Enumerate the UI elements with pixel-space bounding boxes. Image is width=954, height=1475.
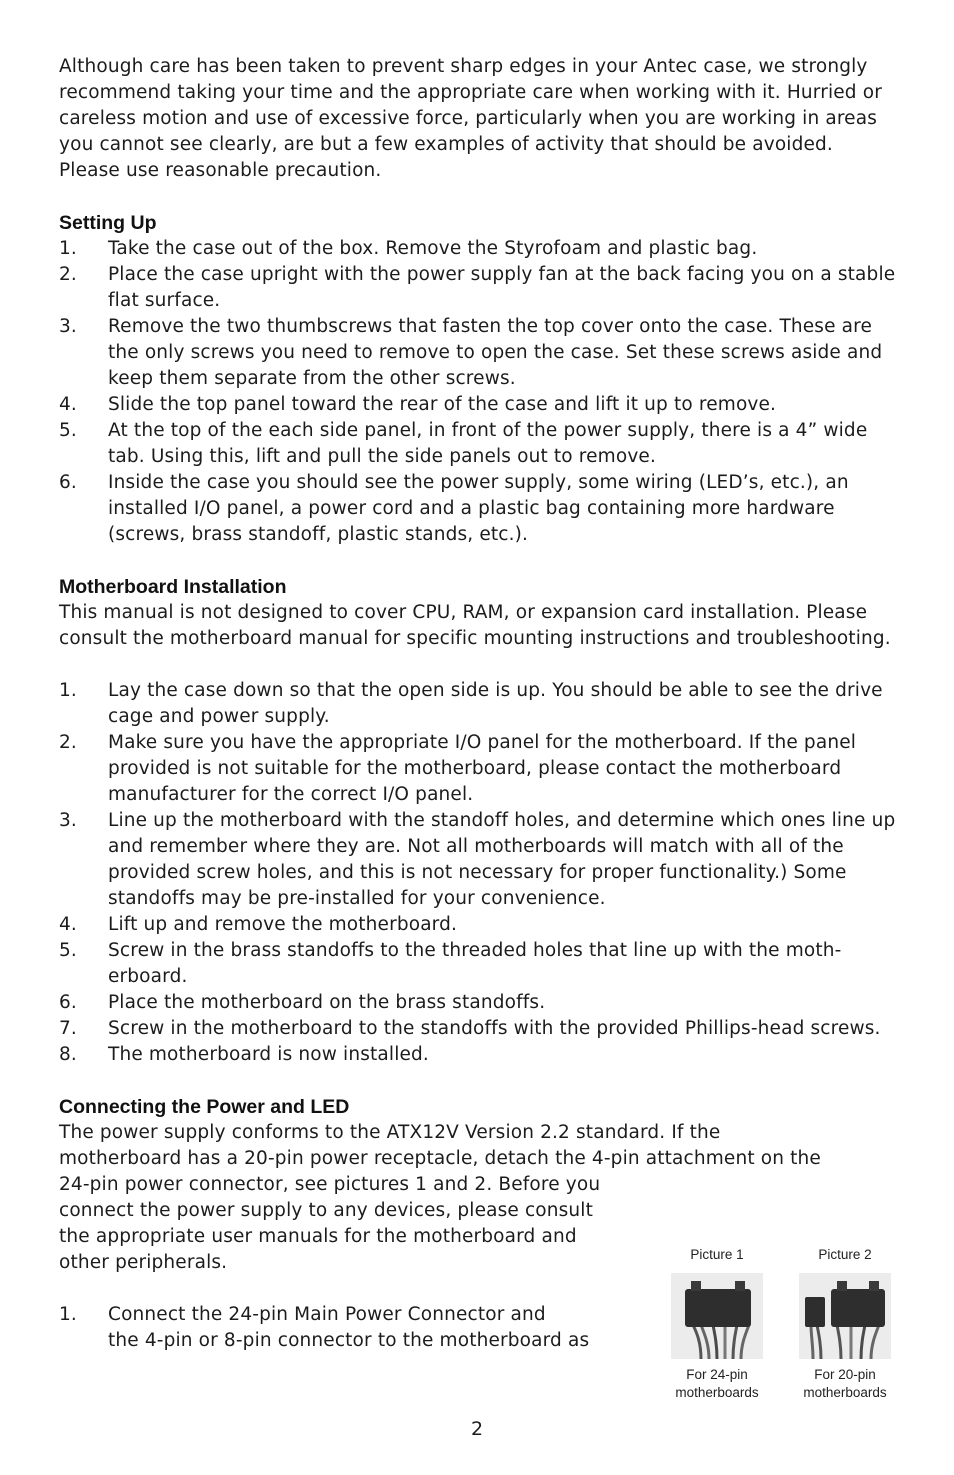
motherboard-installation-heading: Motherboard Installation <box>59 576 287 598</box>
list-item: 5. Screw in the brass standoffs to the threaded holes that line up with the moth-erboard. <box>59 940 842 987</box>
setting-up-list <box>59 236 899 548</box>
power-paragraph: The power supply conforms to the ATX12V Version 2.2 standard. If the motherboard has a 20-pin power receptacle, detach the 4-pin attachment on the 24-pin power connector, see pictures 1 and 2. Before you connect the power supply to any devices, please consult the appropriate user manuals for the motherboard and other peripherals. <box>59 1122 821 1273</box>
connecting-power-heading: Connecting the Power and LED <box>59 1096 350 1118</box>
connector-pictures <box>665 1245 900 1405</box>
motherboard-intro-paragraph: This manual is not designed to cover CPU, RAM, or expansion card installation. Please consult the motherboard manual for specific mounting instructions and troubleshooting. <box>59 602 891 649</box>
picture-1 <box>665 1245 769 1402</box>
connector-20pin-photo <box>799 1273 891 1359</box>
intro-paragraph: Although care has been taken to prevent sharp edges in your Antec case, we strongly recommend taking your time and the appropriate care when working with it. Hurried or careless motion and use of excessive force, particularly when you are working in areas you cannot see clearly, are but a few examples of activity that should be avoided. Please use reasonable precaution. <box>59 56 882 181</box>
picture-caption: For 24-pin motherboards <box>675 1367 759 1400</box>
setting-up-heading: Setting Up <box>59 212 157 234</box>
list-item: 4. Slide the top panel toward the rear of the case and lift it up to remove. <box>59 394 777 415</box>
list-item: 8. The motherboard is now installed. <box>59 1044 429 1065</box>
list-item: 7. Screw in the motherboard to the standoffs with the provided Phillips-head screws. <box>59 1018 881 1039</box>
list-item: 5. At the top of the each side panel, in front of the power supply, there is a 4” wide tab. Using this, lift and pull the side panels out to remove. <box>59 420 868 467</box>
list-item: 4. Lift up and remove the motherboard. <box>59 914 458 935</box>
list-item: 2. Make sure you have the appropriate I/O panel for the motherboard. If the panel provided is not suitable for the motherboard, please contact the motherboard manufacturer for the correct I/O panel. <box>59 732 857 805</box>
picture-caption: For 20-pin motherboards <box>803 1367 887 1400</box>
list-item: 6. Inside the case you should see the power supply, some wiring (LED’s, etc.), an installed I/O panel, a power cord and a plastic bag containing more hardware (screws, brass standoff, plastic stands, etc.). <box>59 472 849 545</box>
list-item: 1. Connect the 24-pin Main Power Connector and the 4-pin or 8-pin connector to the motherboard as <box>59 1304 590 1351</box>
picture-label: Picture 1 <box>690 1247 744 1262</box>
list-item: 1. Lay the case down so that the open side is up. You should be able to see the drive cage and power supply. <box>59 680 883 727</box>
list-item: 2. Place the case upright with the power supply fan at the back facing you on a stable flat surface. <box>59 264 896 311</box>
list-item: 3. Remove the two thumbscrews that fasten the top cover onto the case. These are the only screws you need to remove to open the case. Set these screws aside and keep them separate from the other screws. <box>59 316 883 389</box>
motherboard-list <box>59 678 899 1068</box>
picture-2 <box>793 1245 897 1402</box>
page-number: 2 <box>470 1418 484 1440</box>
list-item: 1. Take the case out of the box. Remove the Styrofoam and plastic bag. <box>59 238 758 259</box>
list-item: 3. Line up the motherboard with the standoff holes, and determine which ones line up and remember where they are. Not all motherboards will match with all of the provided screw holes, and this is not necessary for proper functionality.) Some standoffs may be pre-installed for your convenience. <box>59 810 896 909</box>
list-item: 6. Place the motherboard on the brass standoffs. <box>59 992 546 1013</box>
manual-page <box>59 54 899 1354</box>
connector-24pin-photo <box>671 1273 763 1359</box>
picture-label: Picture 2 <box>818 1247 872 1262</box>
